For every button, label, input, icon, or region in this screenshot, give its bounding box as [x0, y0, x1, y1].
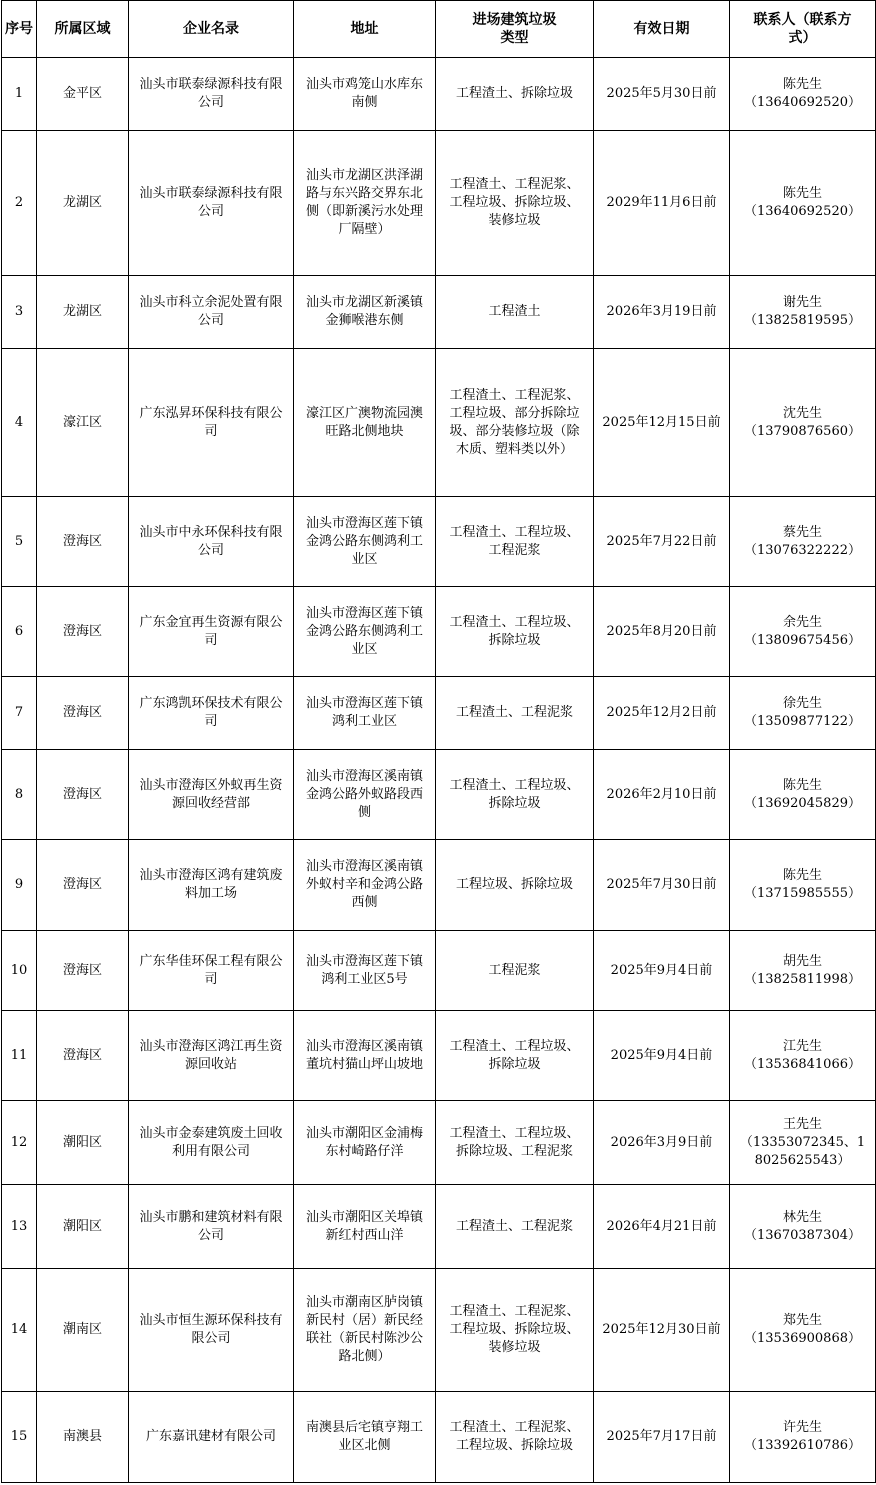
cell-contact: [730, 1101, 876, 1185]
cell-district: 澄海区: [37, 1011, 129, 1101]
cell-company: 汕头市中永环保科技有限公司: [129, 497, 294, 587]
contact-phone: （13715985555）: [744, 886, 861, 901]
cell-contact: [730, 1392, 876, 1483]
header-row: [2, 1, 876, 58]
cell-address: 汕头市澄海区溪南镇董坑村猫山坪山坡地: [294, 1011, 436, 1101]
cell-valid-date: 2025年12月15日前: [594, 349, 730, 497]
contact-name: 蔡先生: [782, 524, 822, 540]
contact-name: 谢先生: [782, 295, 822, 310]
cell-address: 汕头市澄海区溪南镇金鸿公路外蚁路段西侧: [294, 750, 436, 840]
header-district: 所属区域: [37, 1, 129, 58]
cell-waste-type: 工程渣土: [436, 276, 594, 349]
cell-address: 汕头市鸡笼山水库东南侧: [294, 58, 436, 131]
cell-district: 澄海区: [37, 587, 129, 677]
cell-address: 汕头市澄海区莲下镇鸿利工业区5号: [294, 931, 436, 1011]
contact-phone: （13640692520）: [744, 95, 861, 110]
cell-waste-type: 工程垃圾、拆除垃圾: [436, 840, 594, 931]
cell-index: 1: [2, 58, 37, 131]
cell-contact: [730, 1269, 876, 1392]
header-valid-date: 有效日期: [594, 1, 730, 58]
cell-company: 汕头市鹏和建筑材料有限公司: [129, 1185, 294, 1269]
cell-valid-date: 2029年11月6日前: [594, 131, 730, 276]
cell-company: 汕头市金泰建筑废土回收利用有限公司: [129, 1101, 294, 1185]
cell-valid-date: 2025年7月17日前: [594, 1392, 730, 1483]
cell-index: 10: [2, 931, 37, 1011]
cell-valid-date: 2026年4月21日前: [594, 1185, 730, 1269]
table-row: [2, 1185, 876, 1269]
cell-district: 濠江区: [37, 349, 129, 497]
header-waste-type: 进场建筑垃圾类型: [436, 1, 594, 58]
table-body: [2, 58, 876, 1483]
table-row: [2, 1101, 876, 1185]
cell-waste-type: 工程渣土、工程垃圾、工程泥浆: [436, 497, 594, 587]
cell-waste-type: 工程渣土、工程泥浆、工程垃圾、拆除垃圾、装修垃圾: [436, 1269, 594, 1392]
table-row: [2, 349, 876, 497]
cell-waste-type: 工程渣土、工程泥浆、工程垃圾、拆除垃圾、装修垃圾: [436, 131, 594, 276]
table-row: [2, 58, 876, 131]
cell-index: 3: [2, 276, 37, 349]
cell-contact: [730, 131, 876, 276]
cell-contact: [730, 750, 876, 840]
cell-valid-date: 2025年12月2日前: [594, 677, 730, 750]
cell-waste-type: 工程渣土、工程泥浆: [436, 1185, 594, 1269]
cell-contact: [730, 349, 876, 497]
cell-district: 澄海区: [37, 840, 129, 931]
cell-address: 汕头市澄海区莲下镇鸿利工业区: [294, 677, 436, 750]
table-row: [2, 131, 876, 276]
cell-district: 潮南区: [37, 1269, 129, 1392]
cell-company: 汕头市联泰绿源科技有限公司: [129, 131, 294, 276]
cell-address: 汕头市龙湖区洪泽湖路与东兴路交界东北侧（即新溪污水处理厂隔壁）: [294, 131, 436, 276]
cell-waste-type: 工程渣土、工程泥浆: [436, 677, 594, 750]
cell-valid-date: 2025年9月4日前: [594, 931, 730, 1011]
cell-company: 汕头市恒生源环保科技有限公司: [129, 1269, 294, 1392]
cell-index: 15: [2, 1392, 37, 1483]
cell-valid-date: 2025年7月22日前: [594, 497, 730, 587]
cell-company: 广东鸿凯环保技术有限公司: [129, 677, 294, 750]
cell-index: 7: [2, 677, 37, 750]
cell-district: 潮阳区: [37, 1101, 129, 1185]
cell-waste-type: 工程渣土、拆除垃圾: [436, 58, 594, 131]
table-row: [2, 1011, 876, 1101]
cell-district: 金平区: [37, 58, 129, 131]
table-row: [2, 840, 876, 931]
cell-valid-date: 2025年12月30日前: [594, 1269, 730, 1392]
cell-address: 汕头市龙湖区新溪镇金狮喉港东侧: [294, 276, 436, 349]
contact-phone: （13825811998）: [744, 971, 861, 987]
cell-waste-type: 工程渣土、工程垃圾、拆除垃圾: [436, 1011, 594, 1101]
cell-contact: [730, 840, 876, 931]
cell-index: 2: [2, 131, 37, 276]
header-contact: 联系人（联系方式）: [730, 1, 876, 58]
cell-address: 汕头市潮南区胪岗镇新民村（居）新民经联社（新民村陈沙公路北侧）: [294, 1269, 436, 1392]
cell-company: 广东嘉讯建材有限公司: [129, 1392, 294, 1483]
cell-valid-date: 2026年3月19日前: [594, 276, 730, 349]
table-row: [2, 276, 876, 349]
cell-waste-type: 工程泥浆: [436, 931, 594, 1011]
cell-company: 汕头市联泰绿源科技有限公司: [129, 58, 294, 131]
cell-index: 14: [2, 1269, 37, 1392]
contact-phone: （13392610786）: [744, 1438, 861, 1453]
cell-district: 龙湖区: [37, 276, 129, 349]
cell-waste-type: 工程渣土、工程泥浆、工程垃圾、部分拆除垃圾、部分装修垃圾（除木质、塑料类以外）: [436, 349, 594, 497]
contact-name: 陈先生: [782, 777, 822, 793]
cell-district: 澄海区: [37, 750, 129, 840]
cell-address: 汕头市澄海区溪南镇外蚁村辛和金鸿公路西侧: [294, 840, 436, 931]
cell-index: 12: [2, 1101, 37, 1185]
table-row: [2, 931, 876, 1011]
facility-table: [1, 0, 876, 1483]
contact-name: 徐先生: [782, 696, 822, 711]
contact-phone: （13076322222）: [744, 542, 861, 558]
cell-address: 南澳县后宅镇亨翔工业区北侧: [294, 1392, 436, 1483]
cell-district: 澄海区: [37, 931, 129, 1011]
cell-company: 广东金宜再生资源有限公司: [129, 587, 294, 677]
cell-address: 汕头市澄海区莲下镇金鸿公路东侧鸿利工业区: [294, 587, 436, 677]
contact-phone: （13536900868）: [744, 1331, 861, 1346]
contact-phone: （13825819595）: [744, 313, 861, 328]
cell-district: 南澳县: [37, 1392, 129, 1483]
header-address: 地址: [294, 1, 436, 58]
cell-valid-date: 2026年3月9日前: [594, 1101, 730, 1185]
cell-contact: [730, 1011, 876, 1101]
cell-address: 濠江区广澳物流园澳旺路北侧地块: [294, 349, 436, 497]
contact-name: 陈先生: [782, 77, 822, 92]
table-row: [2, 750, 876, 840]
cell-company: 广东泓昇环保科技有限公司: [129, 349, 294, 497]
cell-contact: [730, 1185, 876, 1269]
cell-valid-date: 2025年5月30日前: [594, 58, 730, 131]
contact-phone: （13353072345、18025625543）: [739, 1134, 866, 1168]
contact-name: 陈先生: [782, 186, 822, 201]
table-row: [2, 1392, 876, 1483]
cell-company: 汕头市澄海区鸿有建筑废料加工场: [129, 840, 294, 931]
cell-company: 汕头市澄海区鸿江再生资源回收站: [129, 1011, 294, 1101]
cell-district: 澄海区: [37, 497, 129, 587]
cell-valid-date: 2025年9月4日前: [594, 1011, 730, 1101]
contact-name: 郑先生: [782, 1313, 822, 1328]
cell-index: 5: [2, 497, 37, 587]
contact-name: 王先生: [782, 1116, 822, 1132]
contact-name: 胡先生: [782, 953, 822, 969]
cell-index: 6: [2, 587, 37, 677]
cell-address: 汕头市潮阳区金浦梅东村崎路仔洋: [294, 1101, 436, 1185]
cell-contact: [730, 677, 876, 750]
cell-index: 13: [2, 1185, 37, 1269]
cell-company: 汕头市澄海区外蚁再生资源回收经营部: [129, 750, 294, 840]
cell-waste-type: 工程渣土、工程垃圾、拆除垃圾: [436, 587, 594, 677]
header-company: 企业名录: [129, 1, 294, 58]
cell-contact: [730, 276, 876, 349]
cell-waste-type: 工程渣土、工程泥浆、工程垃圾、拆除垃圾: [436, 1392, 594, 1483]
cell-contact: [730, 931, 876, 1011]
contact-name: 陈先生: [782, 868, 822, 883]
cell-valid-date: 2025年7月30日前: [594, 840, 730, 931]
cell-address: 汕头市澄海区莲下镇金鸿公路东侧鸿利工业区: [294, 497, 436, 587]
contact-phone: （13692045829）: [744, 795, 861, 811]
contact-phone: （13790876560）: [744, 423, 861, 439]
contact-name: 江先生: [782, 1038, 822, 1054]
cell-index: 11: [2, 1011, 37, 1101]
cell-valid-date: 2025年8月20日前: [594, 587, 730, 677]
cell-district: 澄海区: [37, 677, 129, 750]
cell-company: 广东华佳环保工程有限公司: [129, 931, 294, 1011]
cell-contact: [730, 58, 876, 131]
cell-waste-type: 工程渣土、工程垃圾、拆除垃圾、工程泥浆: [436, 1101, 594, 1185]
cell-valid-date: 2026年2月10日前: [594, 750, 730, 840]
cell-contact: [730, 587, 876, 677]
cell-contact: [730, 497, 876, 587]
header-index: 序号: [2, 1, 37, 58]
contact-name: 余先生: [782, 614, 822, 630]
table-row: [2, 497, 876, 587]
contact-phone: （13509877122）: [744, 714, 861, 729]
contact-phone: （13670387304）: [744, 1227, 861, 1243]
cell-district: 龙湖区: [37, 131, 129, 276]
cell-index: 4: [2, 349, 37, 497]
cell-district: 潮阳区: [37, 1185, 129, 1269]
cell-index: 8: [2, 750, 37, 840]
cell-company: 汕头市科立余泥处置有限公司: [129, 276, 294, 349]
contact-name: 林先生: [782, 1209, 822, 1225]
contact-phone: （13809675456）: [744, 632, 861, 648]
table-row: [2, 1269, 876, 1392]
table-row: [2, 677, 876, 750]
cell-index: 9: [2, 840, 37, 931]
cell-address: 汕头市潮阳区关埠镇新红村西山洋: [294, 1185, 436, 1269]
contact-phone: （13536841066）: [744, 1056, 861, 1072]
cell-waste-type: 工程渣土、工程垃圾、拆除垃圾: [436, 750, 594, 840]
contact-name: 许先生: [782, 1420, 822, 1435]
contact-phone: （13640692520）: [744, 204, 861, 219]
table-row: [2, 587, 876, 677]
contact-name: 沈先生: [782, 405, 822, 421]
